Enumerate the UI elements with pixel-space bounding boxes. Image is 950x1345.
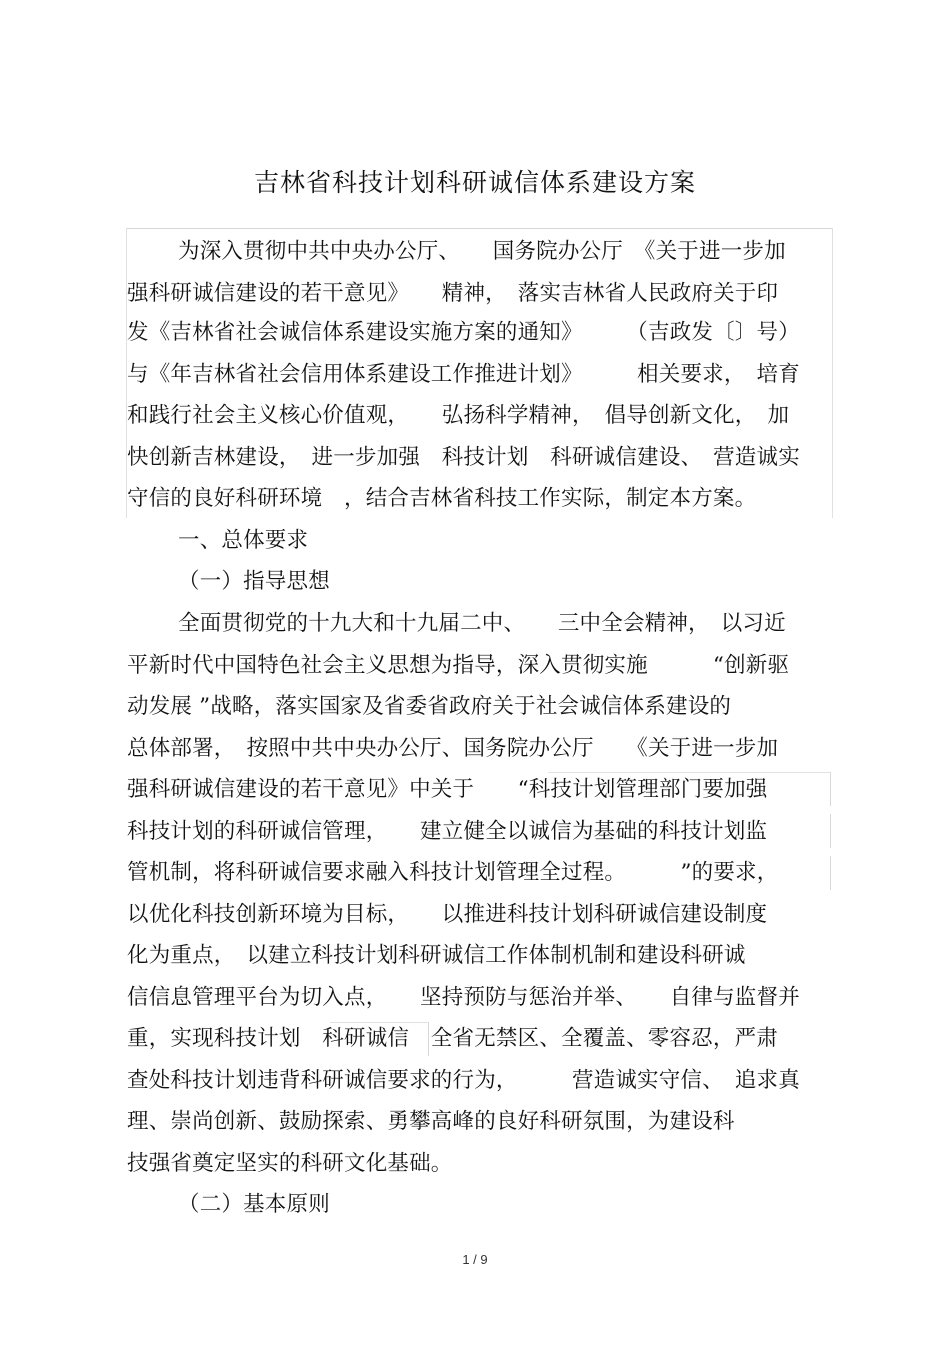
paragraph-line: 为深入贯彻中共中央办公厅、 国务院办公厅 《关于进一步加 bbox=[178, 239, 786, 264]
text-frame-marker bbox=[330, 1022, 428, 1023]
paragraph-line: 发《吉林省社会诚信体系建设实施方案的通知》 （吉政发〔〕号） bbox=[127, 320, 800, 345]
paragraph-line: 守信的良好科研环境 ，结合吉林省科技工作实际，制定本方案。 bbox=[127, 486, 757, 511]
paragraph-line: 重，实现科技计划 科研诚信 全省无禁区、全覆盖、零容忍，严肃 bbox=[127, 1026, 779, 1051]
paragraph-line: 化为重点， 以建立科技计划科研诚信工作体制机制和建设科研诚 bbox=[127, 943, 746, 968]
document-title: 吉林省科技计划科研诚信体系建设方案 bbox=[253, 168, 696, 197]
text-frame-marker bbox=[830, 856, 831, 890]
paragraph-line: 与《年吉林省社会信用体系建设工作推进计划》 相关要求， 培育 bbox=[127, 362, 800, 387]
paragraph-line: 理、崇尚创新、鼓励探索、勇攀高峰的良好科研氛围，为建设科 bbox=[127, 1109, 735, 1134]
paragraph-line: 平新时代中国特色社会主义思想为指导，深入贯彻实施 “创新驱 bbox=[127, 653, 790, 678]
paragraph-line: 管机制，将科研诚信要求融入科技计划管理全过程。 ”的要求， bbox=[127, 860, 779, 885]
paragraph-line: 快创新吉林建设， 进一步加强 科技计划 科研诚信建设、 营造诚实 bbox=[127, 445, 800, 470]
paragraph-line: 查处科技计划违背科研诚信要求的行为， 营造诚实守信、 追求真 bbox=[127, 1068, 800, 1093]
paragraph-line: 技强省奠定坚实的科研文化基础。 bbox=[127, 1151, 453, 1176]
section-heading: 一、总体要求 bbox=[178, 528, 309, 553]
paragraph-line: 信信息管理平台为切入点， 坚持预防与惩治并举、 自律与监督并 bbox=[127, 985, 800, 1010]
paragraph-line: 和践行社会主义核心价值观， 弘扬科学精神， 倡导创新文化， 加 bbox=[127, 403, 790, 428]
page-number: 1 / 9 bbox=[462, 1252, 488, 1267]
text-frame-right-border bbox=[832, 228, 833, 518]
text-frame-marker bbox=[830, 772, 831, 806]
subsection-heading: （一）指导思想 bbox=[178, 569, 330, 594]
paragraph-line: 强科研诚信建设的若干意见》中关于 “科技计划管理部门要加强 bbox=[127, 777, 768, 802]
text-frame-top-border bbox=[126, 228, 832, 229]
text-frame-marker bbox=[830, 814, 831, 848]
text-frame-marker bbox=[548, 772, 830, 773]
paragraph-line: 以优化科技创新环境为目标， 以推进科技计划科研诚信建设制度 bbox=[127, 902, 768, 927]
subsection-heading: （二）基本原则 bbox=[178, 1192, 330, 1217]
paragraph-line: 总体部署， 按照中共中央办公厅、国务院办公厅 《关于进一步加 bbox=[127, 736, 779, 761]
paragraph-line: 全面贯彻党的十九大和十九届二中、 三中全会精神， 以习近 bbox=[178, 611, 786, 636]
paragraph-line: 强科研诚信建设的若干意见》 精神， 落实吉林省人民政府关于印 bbox=[127, 281, 779, 306]
paragraph-line: 动发展 ”战略，落实国家及省委省政府关于社会诚信体系建设的 bbox=[127, 694, 732, 719]
paragraph-line: 科技计划的科研诚信管理， 建立健全以诚信为基础的科技计划监 bbox=[127, 819, 768, 844]
